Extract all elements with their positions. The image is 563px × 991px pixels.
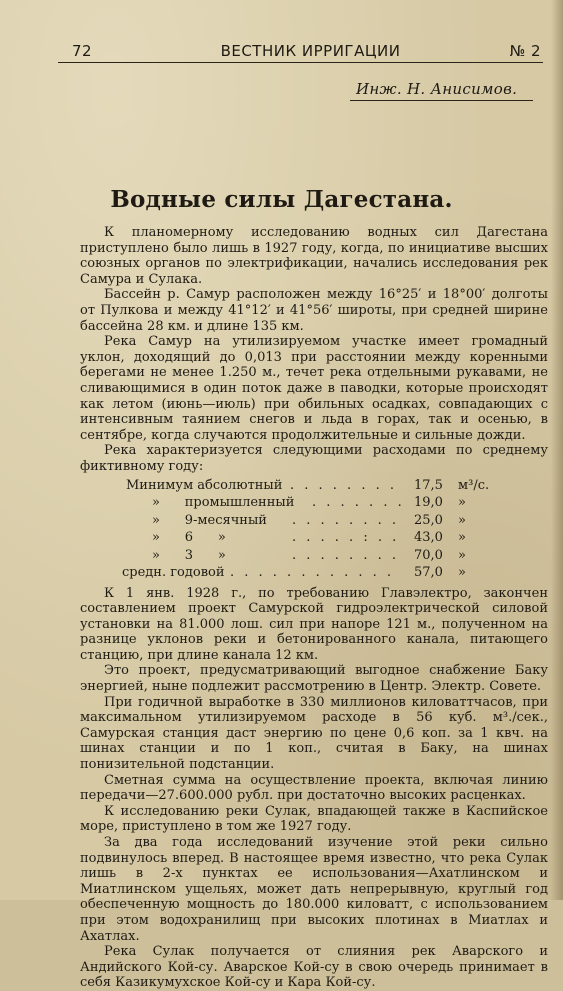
paragraph: Сметная сумма на осуществление проекта, включая линию передачи—27.600.000 рубл. при достаточно высоких расценках. xyxy=(80,772,548,804)
paragraph: Река Самур на утилизируемом участке имеет громадный уклон, доходящий до 0,013 при расстоянии между коренными берегами не менее 1.250 м., течет река отдельными рукавами, не сливающимися в один поток даже в паводки, которые происходят как летом (июнь—июль) при обильных осадках, совпадающих с интенсивным таянием снегов и льда в горах, так и осенью, в сентябре, когда случаются продолжительные и сильные дожди. xyxy=(80,334,548,443)
flow-unit: » xyxy=(458,495,466,510)
page-edge-shadow xyxy=(551,0,563,900)
paragraph: К исследованию реки Сулак, впадающей также в Каспийское море, приступлено в том же 1927 году. xyxy=(80,803,548,835)
page-number: 72 xyxy=(72,42,93,60)
journal-title: ВЕСТНИК ИРРИГАЦИИ xyxy=(220,42,401,60)
paragraph: При годичной выработке в 330 миллионов киловаттчасов, при максимальном утилизируемом расходе в 56 куб. м³./сек., Самурская станция даст энергию по цене 0,6 коп. за 1 квч. на шинах станции и по 1 коп., считая в Баку, на шинах понизительной подстанции. xyxy=(80,694,548,773)
flow-unit: » xyxy=(458,530,466,545)
author-name: Инж. Н. Анисимов. xyxy=(356,80,518,98)
flow-unit: » xyxy=(458,547,466,563)
flow-value: 19,0 xyxy=(414,495,443,510)
flow-label: средн. годовой xyxy=(122,565,225,580)
flow-row xyxy=(80,494,548,512)
paragraph: К 1 янв. 1928 г., по требованию Главэлектро, закончен составлением проект Самурской гидроэлектрической силовой установки на 81.000 лош. сил при напоре 121 м., полученном на разнице уклонов реки и бетонированного канала, питающего станцию, при длине канала 12 км. xyxy=(80,585,548,663)
flow-value: 70,0 xyxy=(414,547,443,563)
flow-leader: . . . . . . . . . . . . xyxy=(230,565,395,580)
flow-value: 57,0 xyxy=(414,565,443,580)
flow-leader: . . . . . : . . xyxy=(292,530,400,545)
paragraph: Бассейн р. Самур расположен между 16°25′ и 18°00′ долготы от Пулкова и между 41°12′ и 41°56′ широты, при средней ширине бассейна 28 км. и длине 135 км. xyxy=(80,287,548,334)
author-rule xyxy=(350,100,533,101)
flow-row xyxy=(80,477,548,495)
flow-unit: » xyxy=(458,565,466,580)
flow-row xyxy=(80,547,548,565)
flow-unit: » xyxy=(458,512,466,528)
flow-label: » 3 » xyxy=(152,547,226,563)
flow-leader: . . . . . . . . xyxy=(290,477,397,493)
flow-leader: . . . . . . . . xyxy=(292,547,399,563)
paragraph: Река характеризуется следующими расходами по среднему фиктивному году: xyxy=(80,443,548,474)
flow-value: 25,0 xyxy=(414,512,443,528)
paragraph: Река Сулак получается от слияния рек Аварского и Андийского Кой-су. Аварское Кой-су в свою очередь принимает в себя Казикумухское Кой-су и Кара Кой-су. xyxy=(80,944,548,991)
flow-leader: . . . . . . . . xyxy=(292,512,399,528)
flow-row xyxy=(80,512,548,530)
paragraph: К планомерному исследованию водных сил Дагестана приступлено было лишь в 1927 году, когда, по инициативе высших союзных органов по электрификации, начались исследования рек Самура и Сулака. xyxy=(80,225,548,287)
flow-value: 43,0 xyxy=(414,530,443,545)
running-header xyxy=(58,42,543,62)
paragraph: За два года исследований изучение этой реки сильно подвинулось вперед. В настоящее время известно, что река Сулак лишь в 2-х пунктах ее использования—Ахатлинском и Миатлинском ущельях, может дать непрерывную, круглый год обеспеченную мощность до 180.000 киловатт, с использованием при этом водохранилищ при высоких плотинах в Миатлах и Ахатлах. xyxy=(80,835,548,944)
article-title: Водные силы Дагестана. xyxy=(110,186,453,213)
flow-label: Минимум абсолютный xyxy=(126,477,283,493)
flow-label: » 9-месячный xyxy=(152,512,267,528)
header-rule xyxy=(58,62,543,63)
flow-label: » 6 » xyxy=(152,530,226,545)
article-body xyxy=(80,225,548,991)
flow-leader: . . . . . . . xyxy=(312,495,405,510)
flow-row xyxy=(80,529,548,547)
flow-value: 17,5 xyxy=(414,477,443,493)
issue-number: № 2 xyxy=(509,42,541,60)
flow-label: » промышленный xyxy=(152,495,295,510)
flow-row xyxy=(80,564,548,582)
flow-unit: м³/с. xyxy=(458,477,490,493)
flow-table xyxy=(80,477,548,582)
paragraph: Это проект, предусматривающий выгодное снабжение Баку энергией, ныне подлежит рассмотрению в Центр. Электр. Совете. xyxy=(80,663,548,695)
